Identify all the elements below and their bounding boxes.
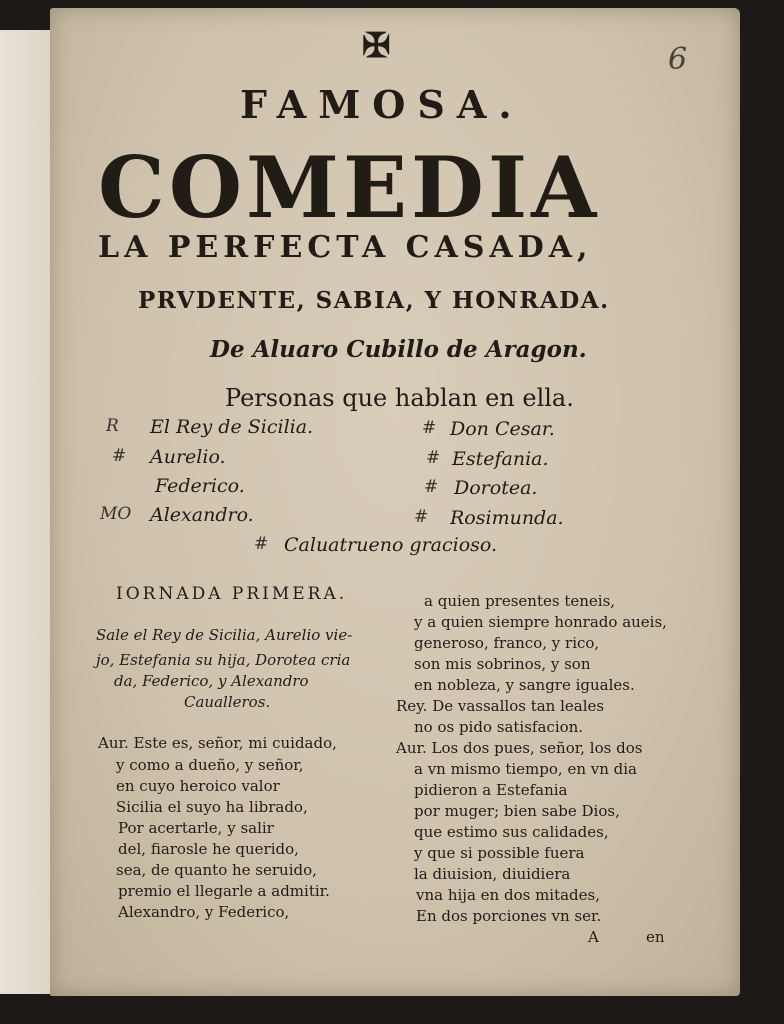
cast-name: Dorotea. [454,477,538,499]
title-line-1: LA PERFECTA CASADA, [98,230,593,265]
cast-mark: # [414,507,429,527]
verse-line: a vn mismo tiempo, en vn dia [414,760,638,778]
verse-line: Alexandro, y Federico, [118,903,290,921]
verse-line: vna hija en dos mitades, [416,886,601,904]
stage-line: da, Federico, y Alexandro [114,672,309,690]
verse-line: pidieron a Estefania [414,781,568,799]
catchword: en [646,928,665,946]
verse-line: sea, de quanto he seruido, [116,861,317,879]
verse-line: Aur. Los dos pues, señor, los dos [396,739,643,757]
cast-mark: MO [100,504,132,524]
verse-line: generoso, franco, y rico, [414,634,600,652]
verse-line: en nobleza, y sangre iguales. [414,676,635,694]
personas-heading: Personas que hablan en ella. [225,384,574,412]
verse-line: y que si possible fuera [414,844,585,862]
folio-number: 6 [668,42,688,77]
verse-line: Por acertarle, y salir [118,819,274,837]
cast-mark: R [106,416,119,436]
stage-line: Caualleros. [184,693,271,711]
cast-mark: # [112,446,127,466]
cast-mark: # [254,534,269,554]
cast-name: Don Cesar. [450,418,555,440]
stage-line: jo, Estefania su hija, Dorotea cria [96,651,351,669]
cast-name: Alexandro. [150,504,254,526]
cast-mark: # [426,448,441,468]
verse-line: Rey. De vassallos tan leales [396,697,605,715]
famosa-heading: FAMOSA. [240,82,524,127]
verse-line: En dos porciones vn ser. [416,907,602,925]
cast-name: Rosimunda. [450,507,564,529]
verse-line: en cuyo heroico valor [116,777,280,795]
cast-name: Estefania. [452,448,549,470]
verse-line: premio el llegarle a admitir. [118,882,330,900]
verse-line: por muger; bien sabe Dios, [414,802,620,820]
gracioso-name: Caluatrueno gracioso. [284,534,498,556]
verse-line: del, fiarosle he querido, [118,840,299,858]
cast-name: El Rey de Sicilia. [150,416,314,438]
comedia-heading: COMEDIA [98,138,601,237]
cast-name: Aurelio. [150,446,226,468]
stage-line: Sale el Rey de Sicilia, Aurelio vie- [96,626,353,644]
verse-line: y a quien siempre honrado aueis, [414,613,667,631]
cast-mark: # [424,477,439,497]
title-line-2: PRVDENTE, SABIA, Y HONRADA. [138,287,610,314]
author-line: De Aluaro Cubillo de Aragon. [210,336,587,363]
verse-line: y como a dueño, y señor, [116,756,304,774]
verse-line: que estimo sus calidades, [414,823,609,841]
verse-line: la diuision, diuidiera [414,865,571,883]
cast-name: Federico. [155,475,245,497]
verse-line: Sicilia el suyo ha librado, [116,798,308,816]
signature-mark: A [588,928,599,946]
cross-ornament: ✠ [362,26,391,66]
verse-line: Aur. Este es, señor, mi cuidado, [98,734,337,752]
verse-line: son mis sobrinos, y son [414,655,591,673]
jornada-heading: IORNADA PRIMERA. [116,584,348,604]
cast-mark: # [422,418,437,438]
verse-line: a quien presentes teneis, [424,592,616,610]
verse-line: no os pido satisfacion. [414,718,584,736]
